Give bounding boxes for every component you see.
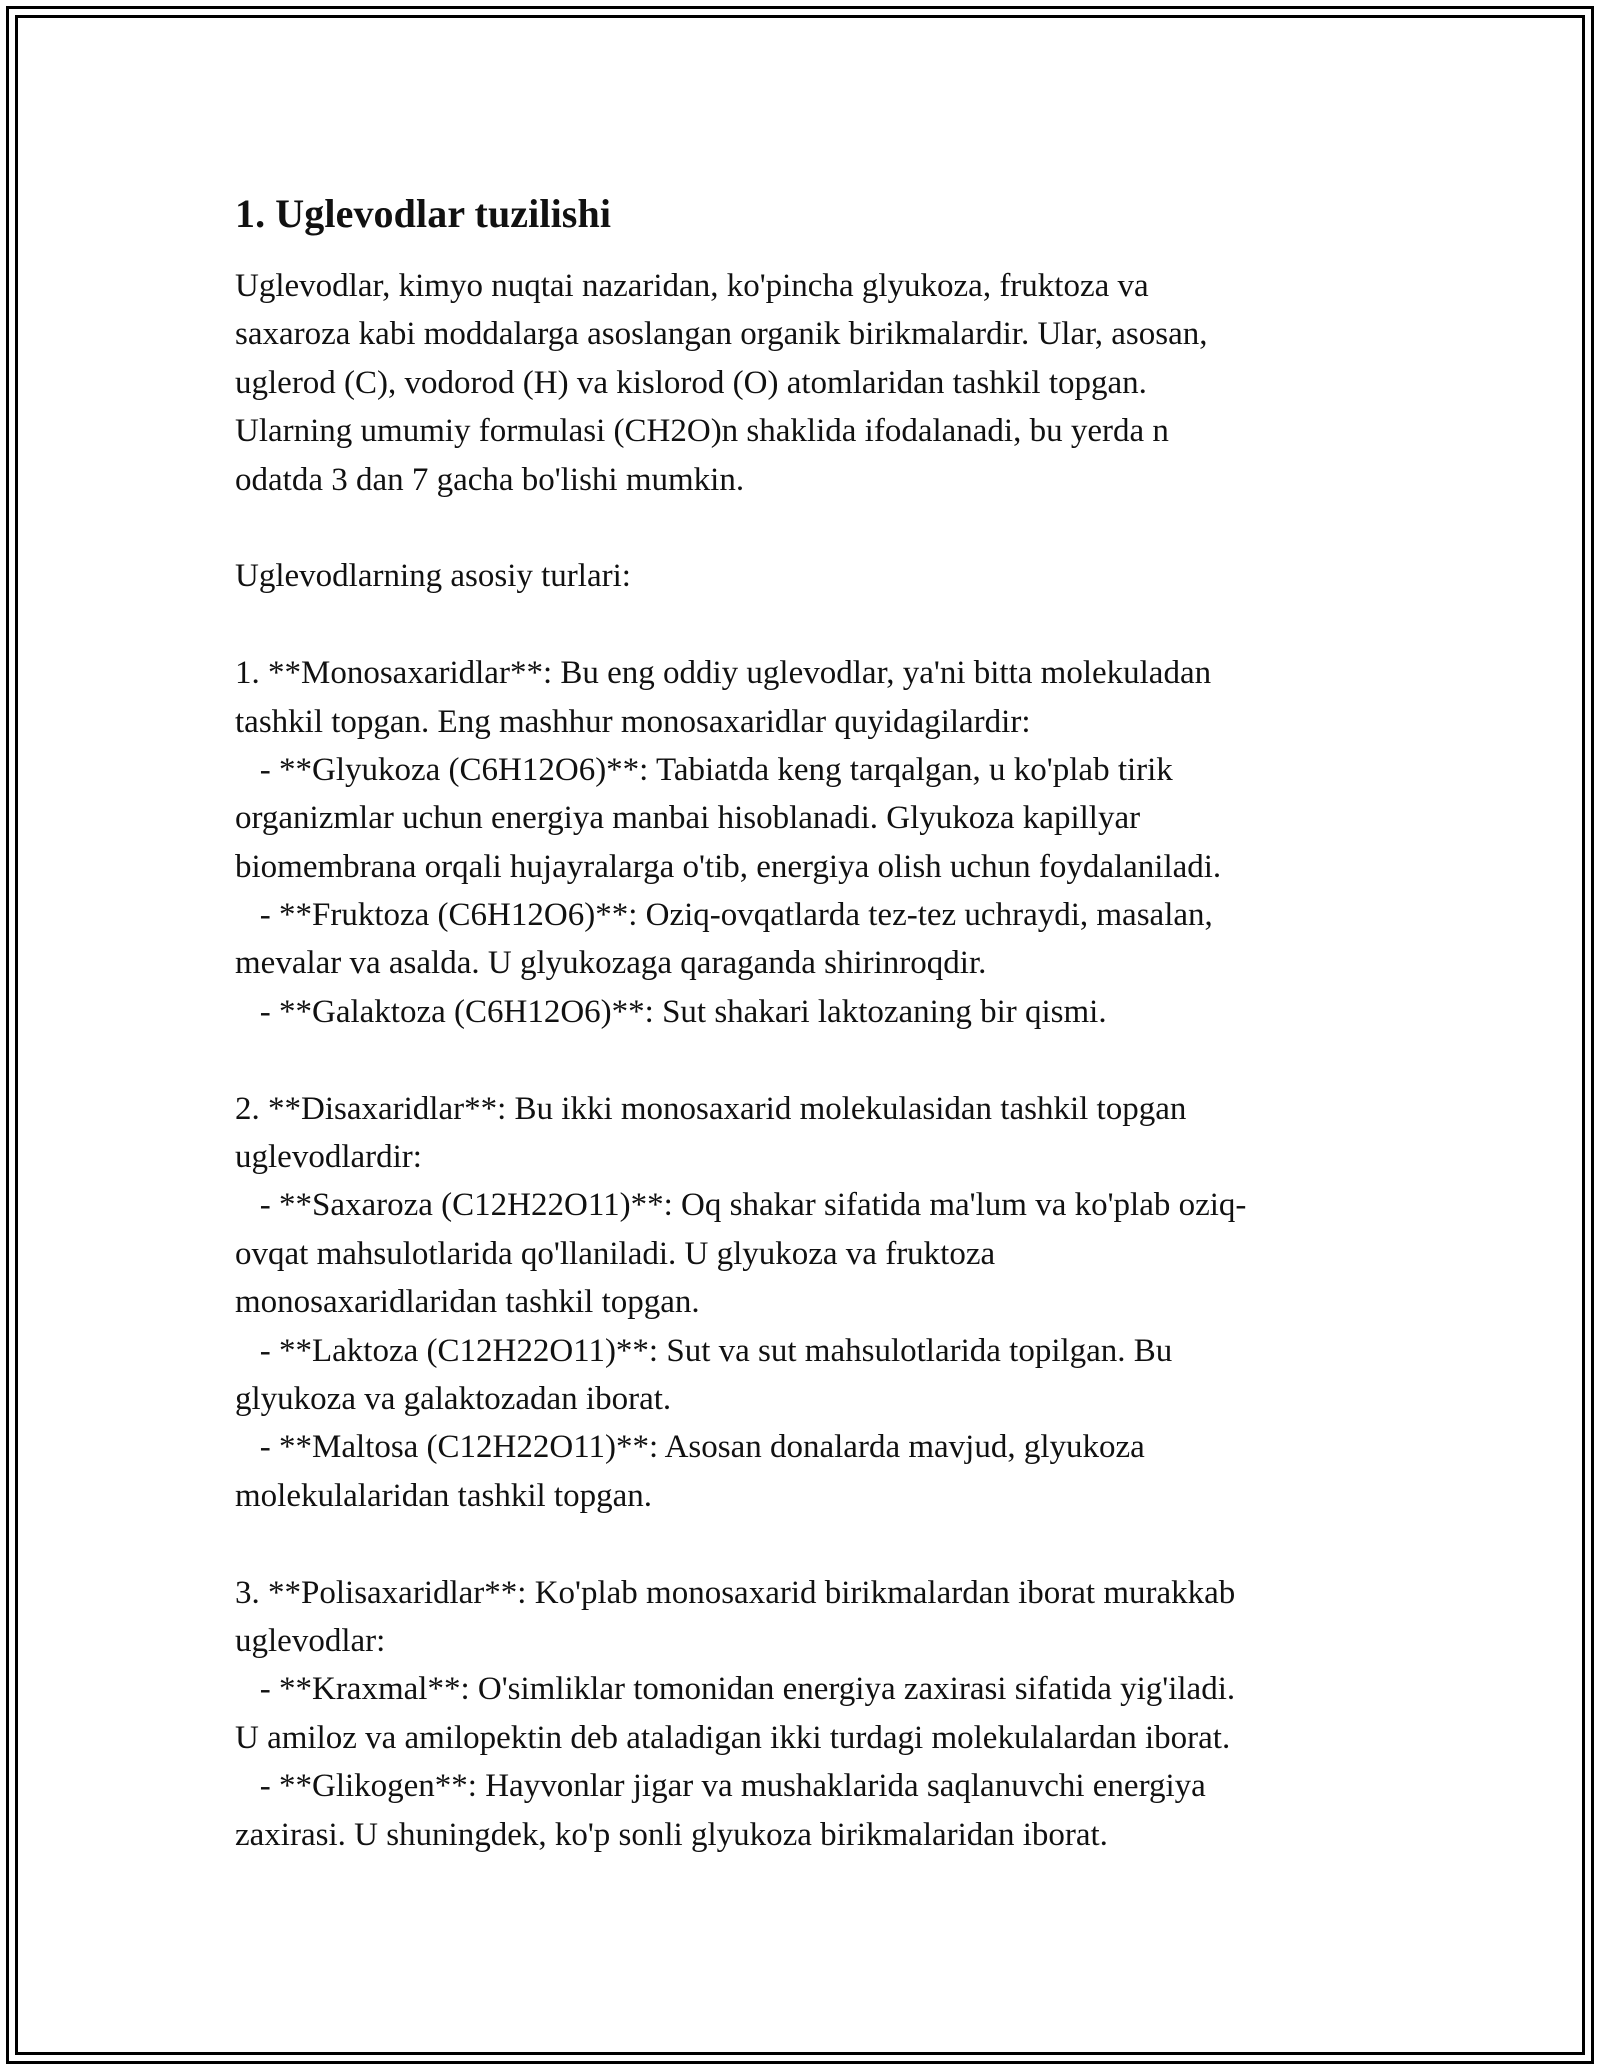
text-line: - **Laktoza (C12H22O11)**: Sut va sut mahsulotlarida topilgan. Bu <box>235 1332 1173 1369</box>
text-line: mevalar va asalda. U glyukozaga qaraganda shirinroqdir. <box>235 945 987 982</box>
text-line: - **Fruktoza (C6H12O6)**: Oziq-ovqatlarda tez-tez uchraydi, masalan, <box>235 897 1213 934</box>
blank-line <box>235 1520 1365 1568</box>
text-line: 1. **Monosaxaridlar**: Bu eng oddiy uglevodlar, ya'ni bitta molekuladan <box>235 655 1212 692</box>
text-line: organizmlar uchun energiya manbai hisoblanadi. Glyukoza kapillyar <box>235 800 1141 837</box>
text-line: tashkil topgan. Eng mashhur monosaxaridlar quyidagilardir: <box>235 703 1031 740</box>
text-line: odatda 3 dan 7 gacha bo'lishi mumkin. <box>235 461 745 498</box>
text-line: Uglevodlarning asosiy turlari: <box>235 558 631 595</box>
text-line: ovqat mahsulotlarida qo'llaniladi. U glyukoza va fruktoza <box>235 1235 996 1272</box>
text-line: monosaxaridlaridan tashkil topgan. <box>235 1284 700 1321</box>
text-line: Ularning umumiy formulasi (CH2O)n shaklida ifodalanadi, bu yerda n <box>235 413 1169 450</box>
section-text <box>235 262 1365 1859</box>
text-line: zaxirasi. U shuningdek, ko'p sonli glyukoza birikmalaridan iborat. <box>235 1816 1108 1853</box>
text-line: 2. **Disaxaridlar**: Bu ikki monosaxarid molekulasidan tashkil topgan <box>235 1090 1187 1127</box>
text-line: - **Kraxmal**: O'simliklar tomonidan energiya zaxirasi sifatida yig'iladi. <box>235 1671 1236 1708</box>
text-line: molekulalaridan tashkil topgan. <box>235 1477 652 1514</box>
text-line: glyukoza va galaktozadan iborat. <box>235 1380 672 1417</box>
text-line: biomembrana orqali hujayralarga o'tib, energiya olish uchun foydalaniladi. <box>235 848 1222 885</box>
text-line: 3. **Polisaxaridlar**: Ko'plab monosaxarid birikmalardan iborat murakkab <box>235 1574 1236 1611</box>
text-line: - **Glyukoza (C6H12O6)**: Tabiatda keng tarqalgan, u ko'plab tirik <box>235 751 1173 788</box>
text-line: uglevodlardir: <box>235 1139 422 1176</box>
text-line: - **Galaktoza (C6H12O6)**: Sut shakari laktozaning bir qismi. <box>235 993 1107 1030</box>
section-heading: 1. Uglevodlar tuzilishi <box>235 191 612 236</box>
blank-line <box>235 1036 1365 1084</box>
text-line: - **Maltosa (C12H22O11)**: Asosan donalarda mavjud, glyukoza <box>235 1429 1145 1466</box>
text-line: uglevodlar: <box>235 1622 386 1659</box>
text-line: Uglevodlar, kimyo nuqtai nazaridan, ko'pincha glyukoza, fruktoza va <box>235 268 1149 304</box>
text-line: - **Saxaroza (C12H22O11)**: Oq shakar sifatida ma'lum va ko'plab oziq- <box>235 1187 1247 1224</box>
text-line: U amiloz va amilopektin deb ataladigan ikki turdagi molekulalardan iborat. <box>235 1719 1231 1756</box>
blank-line <box>235 601 1365 649</box>
text-line: - **Glikogen**: Hayvonlar jigar va mushaklarida saqlanuvchi energiya <box>235 1768 1206 1805</box>
blank-line <box>235 504 1365 552</box>
document-body <box>235 190 1365 1859</box>
text-line: saxaroza kabi moddalarga asoslangan organik birikmalardir. Ular, asosan, <box>235 316 1208 353</box>
text-line: uglerod (C), vodorod (H) va kislorod (O) atomlaridan tashkil topgan. <box>235 364 1147 401</box>
